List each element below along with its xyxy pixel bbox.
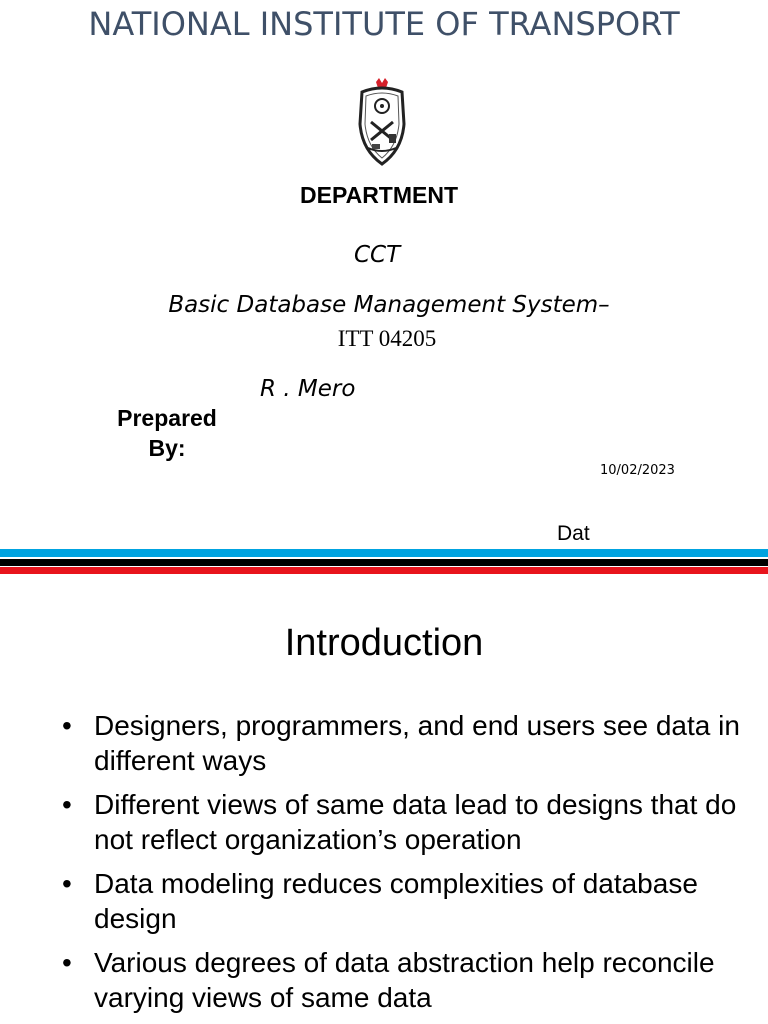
bullet-icon: •	[62, 868, 72, 899]
bullet-text: Designers, programmers, and end users see data in different ways	[94, 710, 740, 776]
bullet-icon: •	[62, 710, 72, 741]
department-label: DEPARTMENT	[300, 182, 459, 208]
list-item	[60, 708, 750, 778]
course-code: ITT 04205	[337, 326, 437, 351]
institute-name: NATIONAL INSTITUTE OF TRANSPORT	[88, 5, 680, 43]
program-name: CCT	[354, 242, 401, 268]
bullet-text: Data modeling reduces complexities of database design	[94, 868, 698, 934]
bullet-icon: •	[62, 789, 72, 820]
course-name: Basic Database Management System–	[168, 292, 610, 318]
institute-crest-icon	[352, 78, 412, 166]
list-item	[60, 787, 750, 857]
slide-title: Introduction	[284, 622, 484, 664]
list-item	[60, 945, 750, 1015]
bullet-list	[60, 708, 750, 1024]
bullet-text: Various degrees of data abstraction help reconcile varying views of same data	[94, 947, 715, 1013]
flag-stripe-blue	[0, 549, 768, 557]
date-label: Dat	[557, 522, 590, 545]
author-name: R . Mero	[260, 376, 356, 402]
flag-stripe-red	[0, 567, 768, 574]
bullet-text: Different views of same data lead to designs that do not reflect organization’s operation	[94, 789, 737, 855]
list-item	[60, 866, 750, 936]
prepared-by-label: Prepared By:	[117, 405, 217, 461]
bullet-icon: •	[62, 947, 72, 978]
date-value: 10/02/2023	[600, 463, 675, 478]
flag-stripe-black	[0, 559, 768, 566]
